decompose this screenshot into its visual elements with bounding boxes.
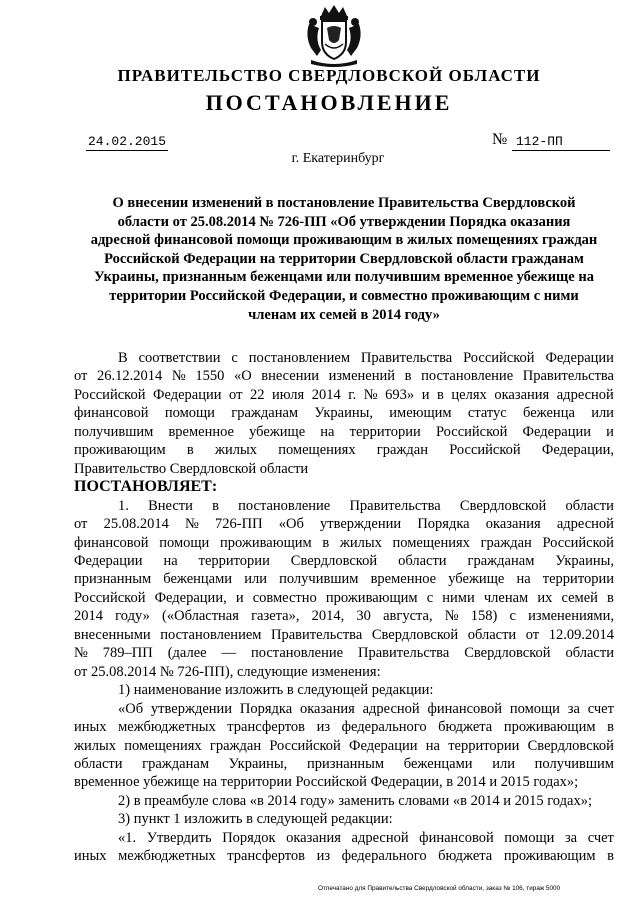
- decree-body: [74, 349, 614, 866]
- subject-line: Российской Федерации на территории Свердловской области гражданам: [104, 250, 584, 267]
- text-line: признанным беженцами или получившим временное убежище на территории: [74, 571, 614, 588]
- coat-of-arms-icon: [303, 4, 365, 68]
- paragraph: [74, 497, 614, 682]
- number-sign: №: [492, 131, 508, 148]
- subject-line: членам их семей в 2014 году»: [248, 306, 440, 323]
- text-line: Российской Федерации, и совместно проживающим с ними членам их семей в: [74, 589, 614, 606]
- text-line: получившим временное убежище на территории Российской Федерации и: [74, 423, 614, 440]
- paragraph: [74, 349, 614, 478]
- text-line: Российской Федерации от 22 июля 2014 г. № 693» и в целях оказания адресной: [74, 386, 614, 403]
- text-line: финансовой помощи гражданам Украины, имеющим статус беженца или: [74, 405, 614, 422]
- subject-line: территории Российской Федерации, и совместно проживающим с ними: [109, 287, 579, 304]
- text-line: проживающим в жилых помещениях граждан Российской Федерации,: [74, 442, 614, 459]
- resolution-word: [74, 478, 614, 496]
- print-footer: Отпечатано для Правительства Свердловской области, заказ № 106, тираж 5000: [318, 885, 561, 892]
- text-line: 2) в преамбуле слова «в 2014 году» заменить словами «в 2014 и 2015 годах»;: [118, 792, 592, 809]
- text-line: № 789–ПП (далее — постановление Правительства Свердловской области: [74, 645, 614, 662]
- text-line: иных межбюджетных трансфертов из федерального бюджета проживающим в: [74, 848, 614, 865]
- subject-line: О внесении изменений в постановление Правительства Свердловской: [112, 195, 576, 211]
- text-line: области гражданам Украины, признанным беженцами или получившим: [74, 755, 614, 772]
- text-line: «Об утверждении Порядка оказания адресной финансовой помощи за счет: [118, 700, 614, 717]
- text-line: жилых помещениях граждан Российской Федерации на территории Свердловской: [74, 737, 614, 754]
- government-title: ПРАВИТЕЛЬСТВО СВЕРДЛОВСКОЙ ОБЛАСТИ: [117, 66, 541, 85]
- subject-line: Украины, признанным беженцами или получившим временное убежище на: [94, 269, 594, 286]
- subject-line: области от 25.08.2014 № 726-ПП «Об утверждении Порядка оказания: [117, 213, 571, 230]
- paragraph: [74, 700, 614, 792]
- text-line: финансовой помощи проживающим в жилых помещениях граждан Российской: [74, 534, 614, 551]
- text-line: ПОСТАНОВЛЯЕТ:: [74, 478, 218, 496]
- text-line: 1. Внести в постановление Правительства Свердловской области: [118, 497, 614, 514]
- text-line: 1) наименование изложить в следующей редакции:: [118, 682, 434, 699]
- paragraph: [74, 792, 614, 810]
- document-type-title: ПОСТАНОВЛЕНИЕ: [205, 90, 453, 115]
- text-line: Федерации на территории Свердловской области гражданам Украины,: [74, 552, 614, 569]
- text-line: Правительство Свердловской области: [74, 460, 309, 477]
- text-line: внесенными постановлением Правительства Свердловской области от 12.09.2014: [74, 626, 614, 643]
- text-line: временное убежище на территории Российской Федерации, в 2014 и 2015 годах»;: [74, 774, 579, 791]
- text-line: 2014 году» («Областная газета», 2014, 30 августа, № 158) с изменениями,: [74, 608, 614, 625]
- text-line: иных межбюджетных трансфертов из федерального бюджета проживающим в: [74, 719, 614, 736]
- paragraph: [74, 681, 614, 699]
- text-line: «1. Утвердить Порядок оказания адресной финансовой помощи за счет: [118, 829, 614, 846]
- text-line: 3) пункт 1 изложить в следующей редакции:: [118, 811, 393, 828]
- text-line: от 25.08.2014 № 726-ПП «Об утверждении Порядка оказания адресной: [74, 516, 614, 533]
- text-line: от 25.08.2014 № 726-ПП), следующие изменения:: [74, 663, 381, 680]
- text-line: В соответствии с постановлением Правительства Российской Федерации: [118, 350, 614, 366]
- decree-date: 24.02.2015: [88, 134, 167, 149]
- text-line: от 26.12.2014 № 1550 «О внесении изменений в постановление Правительства: [74, 368, 614, 385]
- decree-number: 112-ПП: [512, 134, 610, 151]
- decree-subject: [74, 194, 614, 324]
- subject-line: адресной финансовой помощи проживающим в жилых помещениях граждан: [90, 232, 598, 249]
- city-line: г. Екатеринбург: [291, 151, 385, 166]
- paragraph: [74, 829, 614, 866]
- paragraph: [74, 810, 614, 828]
